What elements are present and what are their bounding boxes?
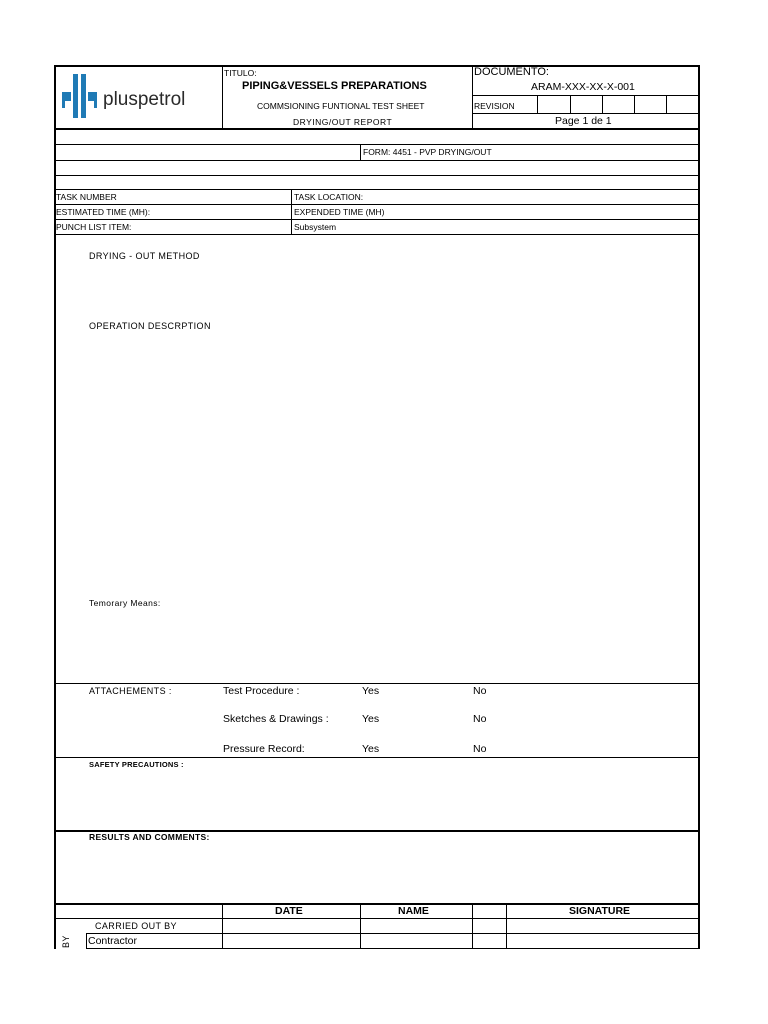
operation-description-label: OPERATION DESCRPTION	[89, 321, 211, 331]
logo-text: pluspetrol	[103, 89, 186, 110]
documento-value: ARAM-XXX-XX-X-001	[531, 81, 635, 93]
safety-precautions-label: SAFETY PRECAUTIONS :	[89, 760, 184, 769]
document-subtitle-1: COMMSIONING FUNTIONAL TEST SHEET	[257, 101, 425, 111]
page-number: Page 1 de 1	[555, 115, 612, 127]
subsystem-label: Subsystem	[294, 222, 337, 232]
carried-out-by-label: CARRIED OUT BY	[95, 921, 177, 931]
task-number-label: TASK NUMBER	[56, 192, 117, 202]
document-subtitle-2: DRYING/OUT REPORT	[293, 117, 393, 127]
attachments-label: ATTACHEMENTS :	[89, 686, 172, 696]
attachment-no[interactable]: No	[473, 743, 487, 755]
side-label: BY	[61, 935, 71, 948]
contractor-label: Contractor	[88, 935, 138, 947]
titulo-label: TITULO:	[224, 68, 257, 78]
results-comments-label: RESULTS AND COMMENTS:	[89, 832, 210, 842]
revision-label: REVISION	[474, 101, 515, 111]
expended-time-label: EXPENDED TIME (MH)	[294, 207, 385, 217]
signature-column-header: SIGNATURE	[569, 905, 631, 917]
attachment-no[interactable]: No	[473, 685, 487, 697]
attachment-no[interactable]: No	[473, 713, 487, 725]
attachment-yes[interactable]: Yes	[362, 685, 380, 697]
pluspetrol-logo-icon	[60, 72, 100, 120]
date-column-header: DATE	[275, 905, 303, 917]
task-location-label: TASK LOCATION:	[294, 192, 364, 202]
attachment-yes[interactable]: Yes	[362, 713, 380, 725]
attachment-name: Sketches & Drawings :	[223, 713, 329, 725]
pluspetrol-logo	[60, 72, 210, 122]
documento-label: DOCUMENTO:	[474, 66, 549, 78]
name-column-header: NAME	[398, 905, 429, 917]
drying-method-label: DRYING - OUT METHOD	[89, 251, 200, 261]
attachment-name: Pressure Record:	[223, 743, 305, 755]
temporary-means-label: Temorary Means:	[89, 598, 161, 608]
attachment-yes[interactable]: Yes	[362, 743, 380, 755]
punch-list-label: PUNCH LIST ITEM:	[56, 222, 132, 232]
attachment-name: Test Procedure :	[223, 685, 300, 697]
document-title: PIPING&VESSELS PREPARATIONS	[242, 80, 427, 92]
form-label: FORM: 4451 - PVP DRYING/OUT	[363, 147, 492, 157]
estimated-time-label: ESTIMATED TIME (MH):	[56, 207, 151, 217]
